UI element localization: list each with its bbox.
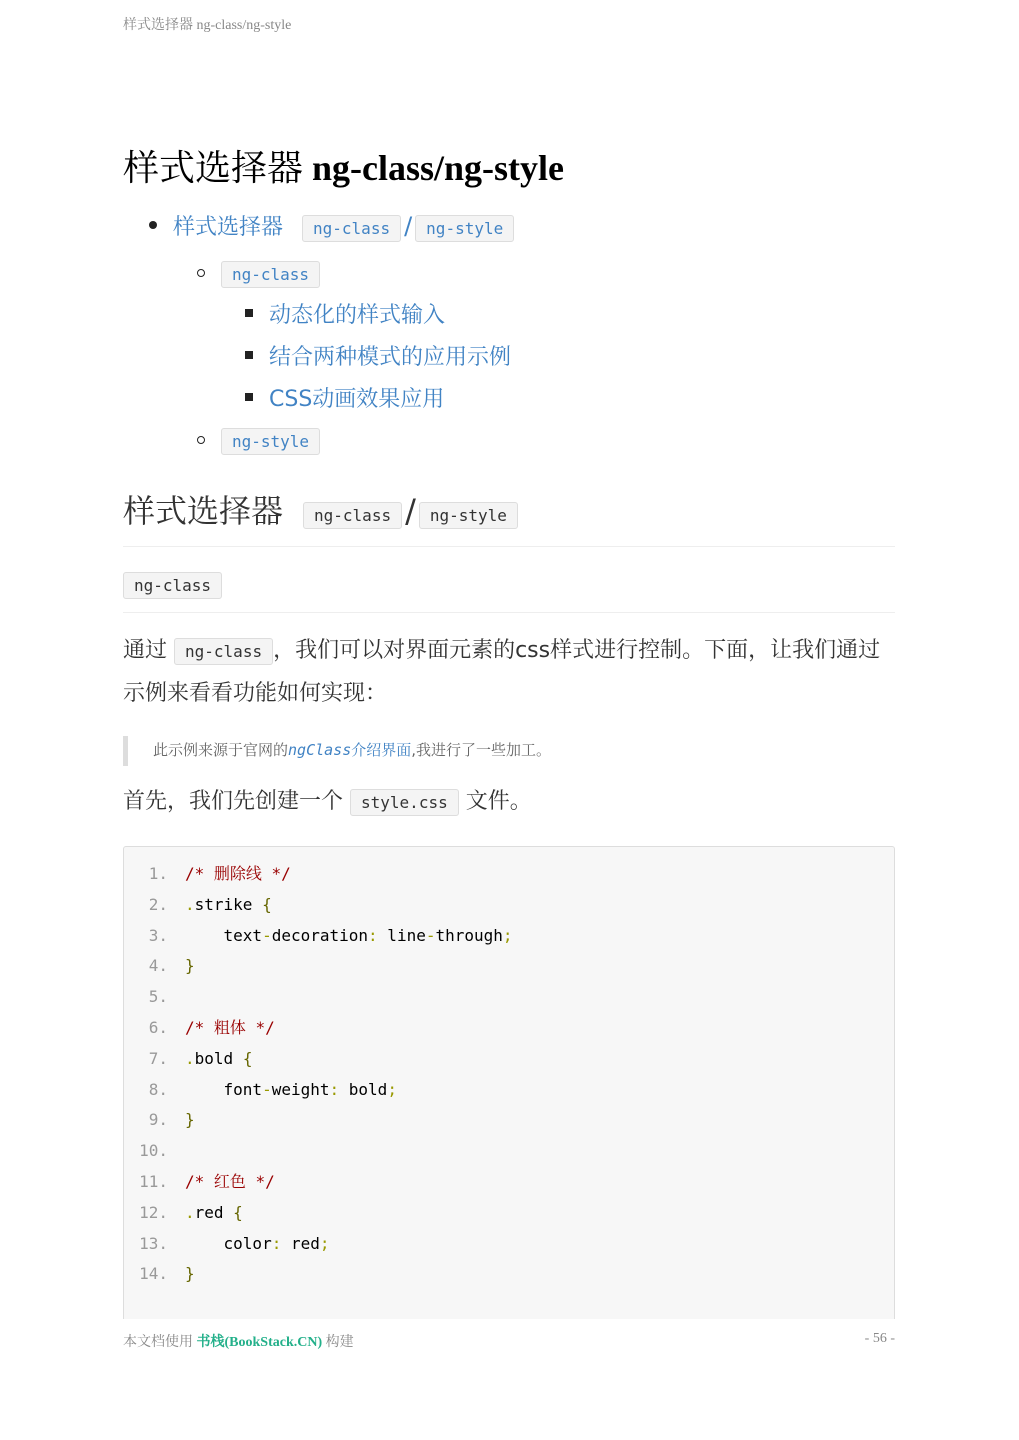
code-token: - xyxy=(262,1079,272,1099)
line-number: 12. xyxy=(139,1202,168,1222)
page-title-en: ng-class/ng-style xyxy=(312,148,565,188)
code-line xyxy=(124,1013,275,1043)
footer-suffix: 构建 xyxy=(322,1335,354,1350)
code-content xyxy=(185,1105,195,1135)
line-number: 8. xyxy=(148,1079,168,1099)
code-line xyxy=(124,1167,275,1197)
line-number: 5. xyxy=(148,987,168,1007)
quote-text-before: 此示例来源于官网的 xyxy=(153,741,289,759)
toc-sub-code: ng-class xyxy=(221,261,320,288)
code-token: bold xyxy=(194,1048,243,1068)
code-token: red xyxy=(194,1202,234,1222)
toc-link-combined-example[interactable]: 结合两种模式的应用示例 xyxy=(269,344,512,370)
code-token: : xyxy=(329,1079,340,1099)
code-content xyxy=(185,1044,252,1074)
circle-bullet-icon xyxy=(197,269,205,277)
toc-subsubitem xyxy=(245,338,511,372)
line-number: 1. xyxy=(148,864,168,883)
disc-bullet-icon xyxy=(149,221,157,229)
code-content xyxy=(185,1229,330,1259)
section-heading-label: 样式选择器 xyxy=(123,492,284,530)
heading-code-ng-class: ng-class xyxy=(303,502,402,529)
footer-prefix: 本文档使用 xyxy=(123,1335,197,1350)
ngclass-link-code: ngClass xyxy=(288,741,352,759)
code-token: font xyxy=(185,1079,263,1099)
code-line xyxy=(124,1044,252,1074)
style-css-code: style.css xyxy=(350,789,459,816)
code-token: : xyxy=(368,925,378,945)
code-content xyxy=(185,890,272,920)
toc-link-main[interactable] xyxy=(173,210,514,241)
code-content xyxy=(185,1167,275,1197)
ngclass-link-text: 介绍界面 xyxy=(351,741,412,759)
code-content xyxy=(185,859,291,889)
code-line xyxy=(124,1136,185,1166)
toc-subitem xyxy=(197,256,320,290)
square-bullet-icon xyxy=(245,351,253,359)
toc-subitem xyxy=(197,423,320,457)
code-content xyxy=(185,1198,243,1228)
square-bullet-icon xyxy=(245,309,253,317)
toc-subsubitem xyxy=(245,380,444,414)
page-number: - 56 - xyxy=(864,1331,895,1346)
code-token: { xyxy=(242,1048,253,1068)
code-token: text xyxy=(185,925,263,945)
square-bullet-icon xyxy=(245,393,253,401)
line-number: 14. xyxy=(139,1264,168,1284)
code-token: ; xyxy=(502,925,513,945)
code-token: /* 删除线 */ xyxy=(185,864,291,883)
code-token: ; xyxy=(319,1233,330,1253)
note-blockquote xyxy=(123,736,551,766)
code-token: - xyxy=(425,925,436,945)
heading-code-ng-style: ng-style xyxy=(419,502,518,529)
code-token: { xyxy=(262,894,272,914)
code-token: } xyxy=(185,1264,195,1284)
footer-credit xyxy=(123,1331,354,1351)
line-number: 7. xyxy=(148,1048,168,1068)
intro-paragraph xyxy=(123,630,895,715)
line-number: 10. xyxy=(139,1141,168,1161)
toc-code-ng-style: ng-style xyxy=(415,215,514,242)
intro-text-before: 通过 xyxy=(123,638,168,663)
toc-code-ng-class: ng-class xyxy=(302,215,401,242)
code-content xyxy=(185,921,513,951)
line-number: 11. xyxy=(139,1172,168,1191)
line-number: 9. xyxy=(148,1110,168,1130)
code-line xyxy=(124,951,195,981)
footer-brand-link[interactable]: 书栈(BookStack.CN) xyxy=(196,1335,323,1350)
code-token: - xyxy=(262,925,272,945)
create-file-paragraph xyxy=(123,781,895,824)
intro-text-after: ，我们可以对界面元素的css样式进行控制。下面，让我们通过示例来看看功能如何实现： xyxy=(123,638,881,706)
code-line xyxy=(124,859,291,889)
toc-slash: / xyxy=(404,211,413,240)
toc-link-ng-class[interactable] xyxy=(221,261,320,286)
heading-slash: / xyxy=(405,492,416,530)
code-line xyxy=(124,921,513,951)
code-line xyxy=(124,982,185,1012)
code-token: . xyxy=(185,1202,195,1222)
toc-link-label: 样式选择器 xyxy=(173,214,284,240)
code-token: /* 红色 */ xyxy=(185,1172,275,1191)
toc-link-ng-style[interactable] xyxy=(221,428,320,453)
page-title-cn: 样式选择器 xyxy=(123,148,304,188)
code-line xyxy=(124,1198,243,1228)
code-token: } xyxy=(185,956,195,976)
create-text-after: 文件。 xyxy=(465,789,532,814)
code-token: line xyxy=(377,925,426,945)
code-token: ; xyxy=(387,1079,397,1099)
line-number: 4. xyxy=(148,956,168,976)
line-number: 13. xyxy=(139,1233,168,1253)
code-token: /* 粗体 */ xyxy=(185,1018,275,1037)
code-token: decoration xyxy=(271,925,369,945)
code-line xyxy=(124,1229,330,1259)
code-line xyxy=(124,1075,397,1105)
line-number: 2. xyxy=(148,894,168,914)
toc-link-dynamic-style[interactable]: 动态化的样式输入 xyxy=(269,302,446,328)
create-text-before: 首先，我们先创建一个 xyxy=(123,789,344,814)
subsection-heading xyxy=(123,576,895,613)
code-content xyxy=(185,1013,275,1043)
code-token: . xyxy=(185,894,195,914)
toc-item xyxy=(149,208,514,242)
code-content xyxy=(185,951,195,981)
code-token: } xyxy=(185,1110,195,1130)
page-title xyxy=(123,140,564,191)
code-token: strike xyxy=(194,894,263,914)
line-number: 6. xyxy=(148,1018,168,1037)
code-token: red xyxy=(281,1233,320,1253)
section-heading xyxy=(123,488,895,547)
code-line xyxy=(124,890,272,920)
ngclass-doc-link[interactable] xyxy=(288,741,411,759)
toc-subsubitem xyxy=(245,296,445,330)
code-block xyxy=(123,846,895,1319)
code-line xyxy=(124,1105,195,1135)
toc-sub-code: ng-style xyxy=(221,428,320,455)
circle-bullet-icon xyxy=(197,436,205,444)
code-content xyxy=(185,1259,195,1289)
toc-link-css-animation[interactable]: CSS动画效果应用 xyxy=(269,386,445,412)
code-line xyxy=(124,1259,195,1289)
code-token: through xyxy=(435,925,503,945)
code-token: { xyxy=(233,1202,243,1222)
running-header: 样式选择器 ng-class/ng-style xyxy=(123,18,292,33)
quote-text-after: ,我进行了一些加工。 xyxy=(411,741,552,759)
code-token: color xyxy=(185,1233,272,1253)
intro-code: ng-class xyxy=(174,638,273,665)
code-token: . xyxy=(185,1048,195,1068)
code-token: weight xyxy=(271,1079,330,1099)
code-token: bold xyxy=(339,1079,388,1099)
code-token: : xyxy=(271,1233,282,1253)
subsection-code: ng-class xyxy=(123,572,222,599)
line-number: 3. xyxy=(148,925,168,945)
code-content xyxy=(185,1075,397,1105)
